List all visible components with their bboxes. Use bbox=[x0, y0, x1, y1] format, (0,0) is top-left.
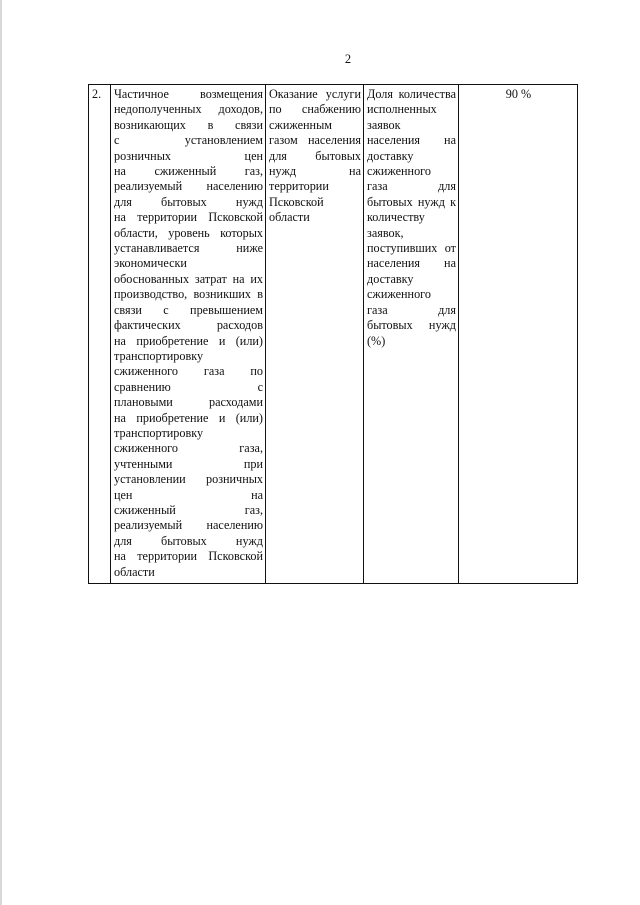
text-line: сжиженного газа по bbox=[114, 364, 263, 379]
text-line: количеству bbox=[367, 210, 425, 225]
indicator-value: 90 % bbox=[505, 87, 532, 101]
text-line: плановыми расходами bbox=[114, 395, 263, 410]
text-line: бытовых нужд bbox=[367, 318, 456, 333]
text-line: на территории Псковской bbox=[114, 549, 263, 564]
text-line: реализуемый населению bbox=[114, 518, 263, 533]
text-line: реализуемый населению bbox=[114, 179, 263, 194]
text-line: для бытовых нужд bbox=[114, 533, 263, 548]
text-line: населения на bbox=[367, 256, 456, 271]
description-cell bbox=[111, 85, 266, 584]
text-line: доставку bbox=[367, 271, 414, 286]
text-line: с установлением bbox=[114, 133, 263, 148]
row-number: 2. bbox=[92, 87, 102, 101]
text-line: заявок bbox=[367, 117, 401, 132]
text-line: возникающих в связи bbox=[114, 117, 263, 132]
text-line: территории bbox=[269, 179, 329, 194]
measures-table bbox=[88, 84, 578, 584]
description-text bbox=[114, 87, 263, 580]
text-line: Доля количества bbox=[367, 87, 456, 101]
text-line: Оказание услуги bbox=[269, 87, 361, 101]
text-line: недополученных доходов, bbox=[114, 102, 263, 117]
text-line: Частичное возмещения bbox=[114, 87, 263, 101]
text-line: поступивших от bbox=[367, 241, 456, 256]
text-line: заявок, bbox=[367, 225, 404, 240]
text-line: экономически bbox=[114, 256, 187, 271]
value-cell bbox=[459, 85, 578, 584]
text-line: цен на bbox=[114, 487, 263, 502]
indicator-cell bbox=[364, 85, 459, 584]
text-line: производство, возникших в bbox=[114, 287, 263, 302]
text-line: на приобретение и (или) bbox=[114, 410, 263, 425]
text-line: нужд на bbox=[269, 164, 361, 179]
text-line: обоснованных затрат на их bbox=[114, 271, 263, 286]
text-line: учтенными при bbox=[114, 456, 263, 471]
text-line: области bbox=[269, 210, 310, 225]
text-line: сжиженного bbox=[367, 287, 431, 302]
page-left-edge bbox=[0, 0, 2, 905]
text-line: сравнению с bbox=[114, 379, 263, 394]
text-line: доставку bbox=[367, 148, 414, 163]
text-line: устанавливается ниже bbox=[114, 241, 263, 256]
text-line: газом населения bbox=[269, 133, 361, 148]
text-line: фактических расходов bbox=[114, 318, 263, 333]
text-line: (%) bbox=[367, 333, 386, 348]
text-line: газа для bbox=[367, 302, 456, 317]
text-line: населения на bbox=[367, 133, 456, 148]
text-line: на территории Псковской bbox=[114, 210, 263, 225]
text-line: для бытовых bbox=[269, 148, 361, 163]
text-line: области, уровень которых bbox=[114, 225, 263, 240]
text-line: Псковской bbox=[269, 194, 324, 209]
text-line: бытовых нужд к bbox=[367, 194, 456, 209]
text-line: исполненных bbox=[367, 102, 437, 117]
text-line: сжиженного газа, bbox=[114, 441, 263, 456]
row-number-cell bbox=[89, 85, 111, 584]
text-line: по снабжению bbox=[269, 102, 361, 117]
text-line: на сжиженный газ, bbox=[114, 164, 263, 179]
table-row bbox=[89, 85, 578, 584]
indicator-text bbox=[367, 87, 456, 349]
text-line: сжиженным bbox=[269, 117, 332, 132]
text-line: розничных цен bbox=[114, 148, 263, 163]
page-number: 2 bbox=[344, 52, 352, 66]
service-cell bbox=[266, 85, 364, 584]
text-line: транспортировку bbox=[114, 425, 204, 440]
text-line: связи с превышением bbox=[114, 302, 263, 317]
text-line: сжиженный газ, bbox=[114, 502, 263, 517]
text-line: газа для bbox=[367, 179, 456, 194]
text-line: установлении розничных bbox=[114, 472, 263, 487]
text-line: сжиженного bbox=[367, 164, 431, 179]
service-text bbox=[269, 87, 361, 226]
text-line: для бытовых нужд bbox=[114, 194, 263, 209]
text-line: области bbox=[114, 564, 155, 579]
text-line: на приобретение и (или) bbox=[114, 333, 263, 348]
text-line: транспортировку bbox=[114, 348, 204, 363]
